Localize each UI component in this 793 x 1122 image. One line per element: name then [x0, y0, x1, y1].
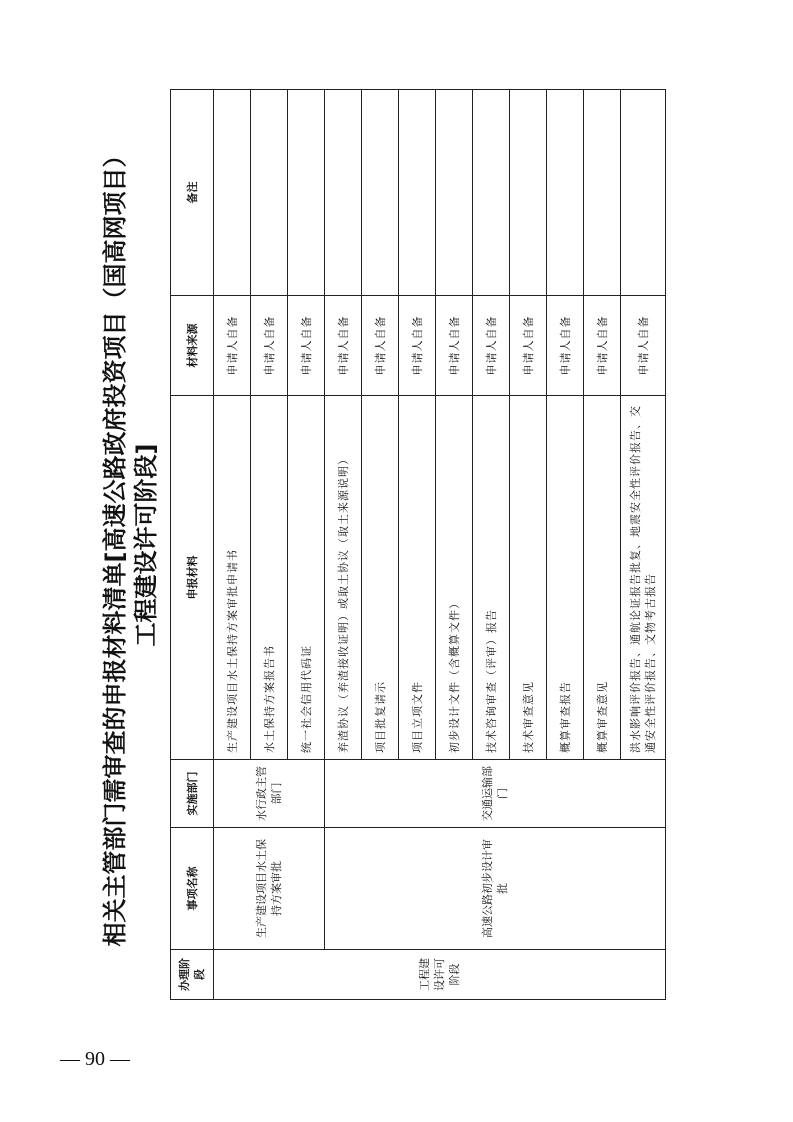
table-row: [325, 90, 362, 1000]
material-cell: 项目批复请示: [362, 396, 399, 760]
header-source: 材料来源: [171, 296, 214, 396]
item-cell: 生产建设项目水土保持方案审批: [214, 828, 325, 950]
material-cell: 生产建设项目水土保持方案审批申请书: [214, 396, 251, 760]
remark-cell: [325, 90, 362, 296]
remark-cell: [547, 90, 584, 296]
source-cell: 申请人自备: [325, 296, 362, 396]
remark-cell: [510, 90, 547, 296]
remark-cell: [584, 90, 621, 296]
source-cell: 申请人自备: [251, 296, 288, 396]
rotated-page-content: [100, 90, 685, 1000]
remark-cell: [214, 90, 251, 296]
material-cell: 技术审查意见: [510, 396, 547, 760]
header-remarks: 备注: [171, 90, 214, 296]
remark-cell: [473, 90, 510, 296]
title-line-1: 相关主管部门需审查的申报材料清单[高速公路政府投资项目（国高网项目）: [101, 143, 129, 947]
material-cell: 技术咨询审查（评审）报告: [473, 396, 510, 760]
material-cell: 初步设计文件（含概算文件）: [436, 396, 473, 760]
header-item: 事项名称: [171, 828, 214, 950]
material-cell: 水土保持方案报告书: [251, 396, 288, 760]
header-stage: 办理阶段: [171, 950, 214, 1000]
page-title: [100, 90, 162, 1000]
material-cell: 概算审查报告: [547, 396, 584, 760]
material-cell: 统一社会信用代码证: [288, 396, 325, 760]
title-line-2: 工程建设许可阶段]: [132, 443, 160, 647]
department-cell: 水行政主管部门: [214, 760, 325, 828]
stage-cell: 工程建设许可阶段: [214, 950, 666, 1000]
source-cell: 申请人自备: [362, 296, 399, 396]
page-number: — 90 —: [60, 1048, 130, 1070]
material-cell: 弃渣协议（弃渣接收证明）或取土协议（取土来源说明）: [325, 396, 362, 760]
source-cell: 申请人自备: [621, 296, 666, 396]
material-cell: 项目立项文件: [399, 396, 436, 760]
table-row: [214, 90, 251, 1000]
remark-cell: [362, 90, 399, 296]
item-cell: 高速公路初步设计审批: [325, 828, 666, 950]
material-cell: 洪水影响评价报告、通航论证报告批复、地震安全性评价报告、交通安全性评价报告、文物考古报告: [621, 396, 666, 760]
source-cell: 申请人自备: [288, 296, 325, 396]
source-cell: 申请人自备: [214, 296, 251, 396]
remark-cell: [288, 90, 325, 296]
source-cell: 申请人自备: [473, 296, 510, 396]
source-cell: 申请人自备: [399, 296, 436, 396]
table-header-row: [171, 90, 214, 1000]
remark-cell: [436, 90, 473, 296]
source-cell: 申请人自备: [436, 296, 473, 396]
header-materials: 申报材料: [171, 396, 214, 760]
remark-cell: [399, 90, 436, 296]
header-department: 实施部门: [171, 760, 214, 828]
department-cell: 交通运输部门: [325, 760, 666, 828]
remark-cell: [621, 90, 666, 296]
remark-cell: [251, 90, 288, 296]
source-cell: 申请人自备: [510, 296, 547, 396]
materials-table: [170, 89, 666, 1000]
material-cell: 概算审查意见: [584, 396, 621, 760]
source-cell: 申请人自备: [547, 296, 584, 396]
source-cell: 申请人自备: [584, 296, 621, 396]
